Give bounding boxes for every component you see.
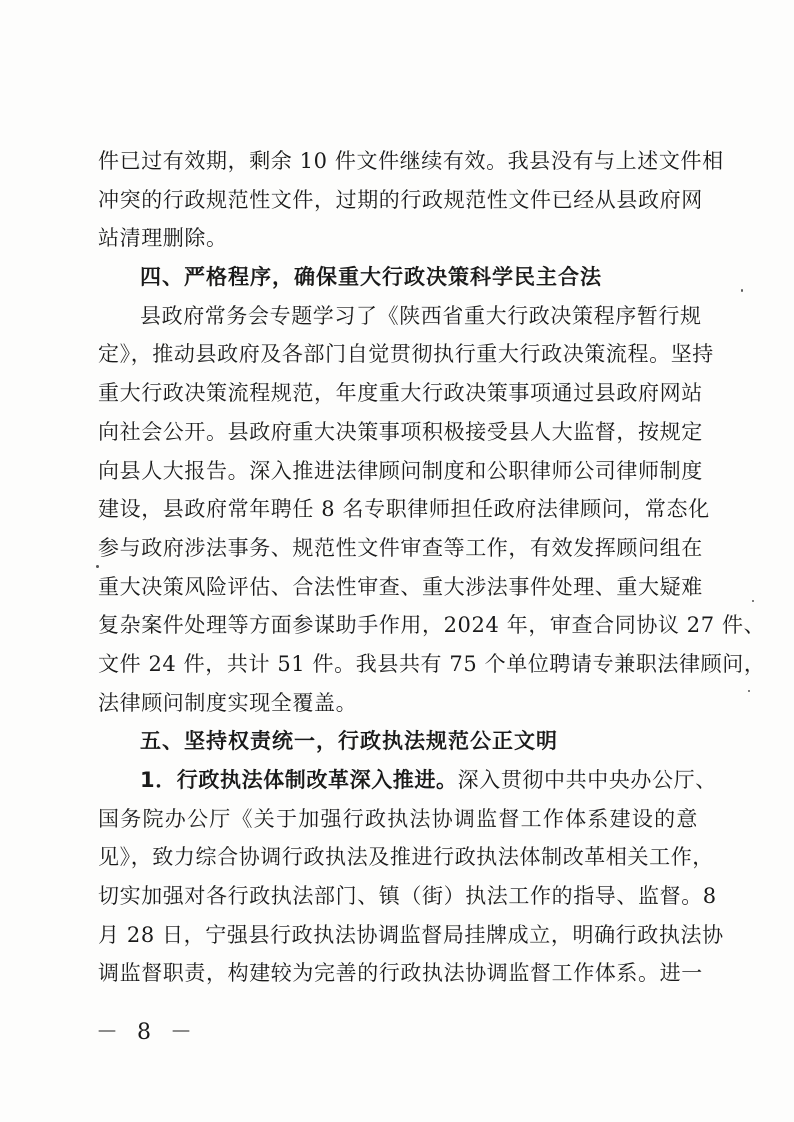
body-line: 参与政府涉法事务、规范性文件审查等工作，有效发挥顾问组在 bbox=[98, 535, 703, 560]
body-line: 国务院办公厅《关于加强行政执法协调监督工作体系建设的意 bbox=[98, 806, 698, 831]
body-line: 文件 24 件，共计 51 件。我县共有 75 个单位聘请专兼职法律顾问， bbox=[98, 651, 766, 676]
body-line: 见》，致力综合协调行政执法及推进行政执法体制改革相关工作， bbox=[98, 845, 714, 870]
page-number: － 8 － bbox=[96, 1020, 198, 1045]
body-line: 月 28 日，宁强县行政执法协调监督局挂牌成立，明确行政执法协 bbox=[98, 922, 724, 947]
scan-speck bbox=[752, 600, 754, 602]
numbered-item-line bbox=[98, 761, 717, 800]
body-line: 建设，县政府常年聘任 8 名专职律师担任政府法律顾问，常态化 bbox=[98, 497, 710, 522]
body-line: 冲突的行政规范性文件，过期的行政规范性文件已经从县政府网 bbox=[98, 187, 703, 212]
item-text: 深入贯彻中共中央办公厅、 bbox=[457, 768, 717, 792]
body-line: 向社会公开。县政府重大决策事项积极接受县人大监督，按规定 bbox=[98, 419, 703, 444]
body-line: 定》，推动县政府及各部门自觉贯彻执行重大行政决策流程。坚持 bbox=[98, 342, 714, 367]
body-line: 重大行政决策流程规范，年度重大行政决策事项通过县政府网站 bbox=[98, 381, 703, 406]
section-heading: 四、严格程序，确保重大行政决策科学民主合法 bbox=[140, 265, 602, 290]
body-line: 重大决策风险评估、合法性审查、重大涉法事件处理、重大疑难 bbox=[98, 574, 703, 599]
item-lead-bold: 1．行政执法体制改革深入推进。 bbox=[140, 768, 458, 792]
body-line: 法律顾问制度实现全覆盖。 bbox=[98, 690, 358, 715]
body-line: 复杂案件处理等方面参谋助手作用，2024 年，审查合同协议 27 件、 bbox=[98, 613, 766, 638]
scan-speck bbox=[741, 289, 743, 292]
body-line: 向县人大报告。深入推进法律顾问制度和公职律师公司律师制度 bbox=[98, 458, 703, 483]
scan-speck bbox=[748, 690, 750, 692]
body-line: 调监督职责，构建较为完善的行政执法协调监督工作体系。进一 bbox=[98, 961, 703, 986]
body-line: 件已过有效期，剩余 10 件文件继续有效。我县没有与上述文件相 bbox=[98, 149, 724, 173]
body-line: 切实加强对各行政执法部门、镇（街）执法工作的指导、监督。8 bbox=[98, 884, 717, 909]
body-line: 站清理删除。 bbox=[98, 226, 228, 251]
body-line: 县政府常务会专题学习了《陕西省重大行政决策程序暂行规 bbox=[140, 303, 702, 328]
document-body bbox=[98, 142, 766, 993]
section-heading: 五、坚持权责统一，行政执法规范公正文明 bbox=[140, 729, 558, 754]
